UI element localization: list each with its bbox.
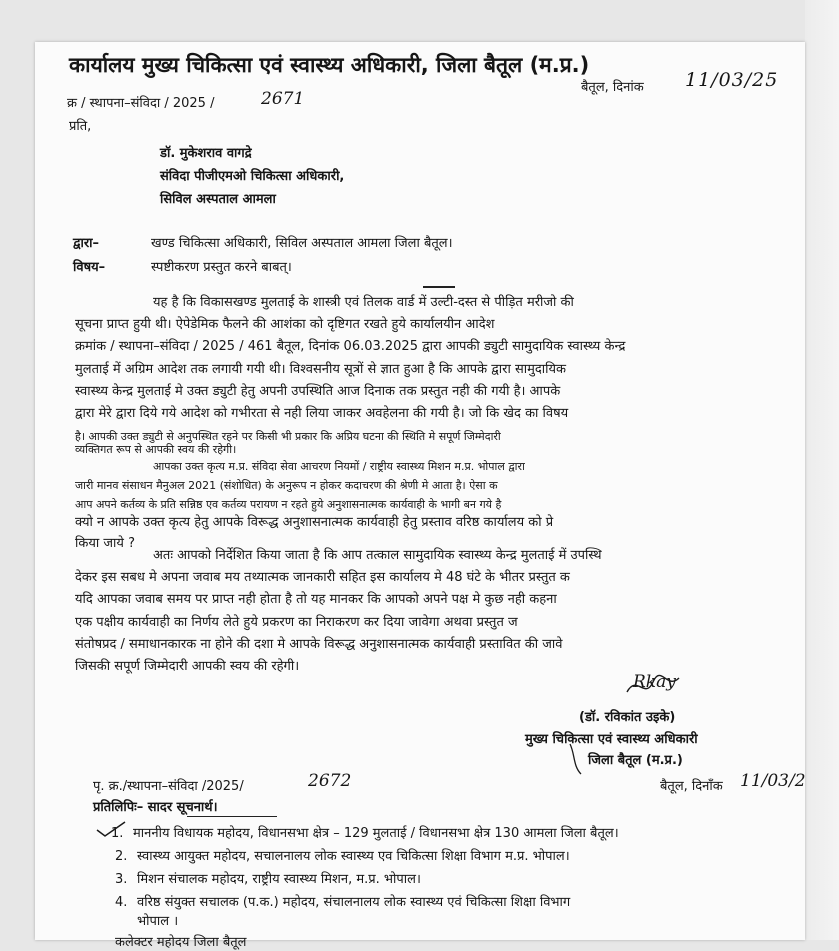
letter-date: 11/03/25 (685, 69, 779, 91)
subject-value: स्पष्टीकरण प्रस्तुत करने बाबत्। (151, 260, 292, 275)
letter-page (35, 42, 806, 950)
copy-date-label: बैतूल, दिनाँक (660, 779, 723, 794)
para2-line: क्यो न आपके उक्त कृत्य हेतु आपके विरूद्ध अनुशासनात्मक कार्यवाही हेतु प्रस्ताव वरिष्ठ कार्यालय को प्रे (75, 515, 554, 530)
paragraph-3 (75, 545, 602, 678)
place-date-label: बैतूल, दिनांक (581, 80, 644, 95)
copy-item-text: माननीय विधायक महोदय, विधानसभा क्षेत्र – 129 मुलताई / विधानसभा क्षेत्र 130 आमला जिला बैतूल। (133, 826, 619, 841)
signature-mark (623, 670, 683, 700)
para3-line: जिसकी सपूर्ण जिम्मेदारी आपकी स्वय की रहेगी। (75, 658, 300, 674)
para3-line: अतः आपको निर्देशित किया जाता है कि आप तत्काल सामुदायिक स्वास्थ्य केन्द्र मुलताई में उपस्थि (153, 548, 602, 563)
signatory-name: (डॉ. रविकांत उइके) (579, 710, 676, 725)
para1-line: द्वारा मेरे द्वारा दिये गये आदेश को गभीरता से नही लिया जाकर अवहेलना की गयी है। जो कि खेद का विषय (75, 405, 569, 421)
signature-tick (567, 742, 589, 776)
copy-to-heading: प्रतिलिपिः– सादर सूचनार्थ। (93, 800, 218, 815)
signature-scribble: Rkay (633, 672, 676, 692)
para3-line: एक पक्षीय कार्यवाही का निर्णय लेते हुये प्रकरण का निराकरण कर दिया जावेगा अथवा प्रस्तुत ज (75, 614, 518, 630)
recipient-office: सिविल अस्पताल आमला (160, 192, 276, 207)
recipient-designation: संविदा पीजीएमओ चिकित्सा अधिकारी, (160, 169, 345, 184)
copy-item-text: मिशन संचालक महोदय, राष्ट्रीय स्वास्थ्य मिशन, म.प्र. भोपाल। (137, 872, 421, 887)
copy-item-number: 4. (115, 895, 128, 910)
para2-small-line: आप अपने कर्तव्य के प्रति सन्निष्ठ एव कर्तव्य परायण न रहते हुये अनुशासनात्मक कार्यवाही के भागी बन गये है (75, 498, 502, 511)
separator-dash (423, 286, 455, 288)
ref-number-handwritten: 2671 (261, 89, 305, 109)
recipient-name: डॉ. मुकेशराव वागद्रे (160, 146, 252, 161)
para1-small-line: व्यक्तिगत रूप से आपकी स्वय की रहेगी। (75, 443, 237, 456)
paragraph-1 (75, 292, 625, 425)
copy-item-text: वरिष्ठ संयुक्त सचालक (प.क.) महोदय, संचालनालय लोक स्वास्थ्य एवं चिकित्सा शिक्षा विभाग (137, 895, 571, 910)
para3-line: यदि आपका जवाब समय पर प्राप्त नही होता है तो यह मानकर कि आपको अपने पक्ष मे कुछ नही कहना (75, 592, 557, 608)
copy-ref-handwritten: 2672 (308, 771, 352, 791)
para3-line: देकर इस सबध मे अपना जवाब मय तथ्यात्मक जानकारी सहित इस कार्यालय मे 48 घंटे के भीतर प्रस्तुत क (75, 570, 570, 586)
para1-line: स्वास्थ्य केन्द्र मुलताई मे उक्त ड्युटी हेतु अपनी उपस्थिति आज दिनाक तक प्रस्तुत नही की गयी है। आपके (75, 383, 561, 399)
para2-line: किया जाये ? (75, 536, 135, 551)
para1-line: मुलताई में अग्रिम आदेश तक लगायी गयी थी। विश्वसनीय सूत्रों से ज्ञात हुआ है कि आपके द्वारा सामुदायिक (75, 361, 567, 377)
para1-line: क्रमांक / स्थापना–संविदा / 2025 / 461 बैतूल, दिनांक 06.03.2025 द्वारा आपकी ड्युटी सामुदायिक स्वास्थ्य केन्द्र (75, 339, 626, 355)
para3-line: संतोषप्रद / समाधानकारक ना होने की दशा मे आपके विरूद्ध अनुशासनात्मक कार्यवाही प्रस्तावित की जावे (75, 636, 563, 652)
copy-item-number: 1. (111, 826, 124, 841)
heading-underline (187, 816, 277, 817)
signatory-designation: मुख्य चिकित्सा एवं स्वास्थ्य अधिकारी (525, 732, 698, 747)
background-strip (805, 0, 839, 940)
copy-ref-label: पृ. क्र./स्थापना–संविदा /2025/ (93, 779, 244, 794)
subject-label: विषय– (73, 260, 106, 275)
para1-line: सूचना प्राप्त हुयी थी। ऐपेडेमिक फैलने की आशंका को दृष्टिगत रखते हुये कार्यालयीन आदेश (75, 317, 495, 333)
signatory-office: जिला बैतूल (म.प्र.) (588, 753, 683, 768)
through-label: द्वारा– (73, 236, 100, 251)
through-value: खण्ड चिकित्सा अधिकारी, सिविल अस्पताल आमला जिला बैतूल। (151, 236, 453, 251)
to-label: प्रति, (69, 119, 92, 134)
para2-small-line: जारी मानव संसाधन मैनुअल 2021 (संशोधित) के अनुरूप न होकर कदाचरण की श्रेणी मे आता है। ऐसा क (75, 479, 498, 492)
office-header: कार्यालय मुख्य चिकित्सा एवं स्वास्थ्य अधिकारी, जिला बैतूल (म.प्र.) (69, 53, 590, 77)
copy-item-number: 3. (115, 872, 128, 887)
para2-small-line: आपका उक्त कृत्य म.प्र. संविदा सेवा आचरण नियमों / राष्ट्रीय स्वास्थ्य मिशन म.प्र. भोपाल द्वारा (153, 460, 525, 473)
copy-item-text-cont: भोपाल । (137, 914, 179, 929)
para1-small-line: है। आपकी उक्त ड्युटी से अनुपस्थित रहने पर किसी भी प्रकार कि अप्रिय घटना की स्थिति मे सपूर्ण जिम्मेदारी (75, 430, 501, 443)
tick-mark (95, 820, 129, 838)
para1-line: यह है कि विकासखण्ड मुलताई के शास्त्री एवं तिलक वार्ड में उल्टी-दस्त से पीड़ित मरीजो की (153, 295, 574, 310)
copy-item-number: 2. (115, 849, 128, 864)
copy-item-text: स्वास्थ्य आयुक्त महोदय, सचालनालय लोक स्वास्थ्य एव चिकित्सा शिक्षा विभाग म.प्र. भोपाल। (137, 849, 570, 864)
ref-number-label: क्र / स्थापना–संविदा / 2025 / (67, 96, 215, 111)
copy-item-partial: कलेक्टर महोदय जिला बैतूल (115, 935, 247, 950)
copy-date-handwritten: 11/03/2 (740, 771, 806, 791)
